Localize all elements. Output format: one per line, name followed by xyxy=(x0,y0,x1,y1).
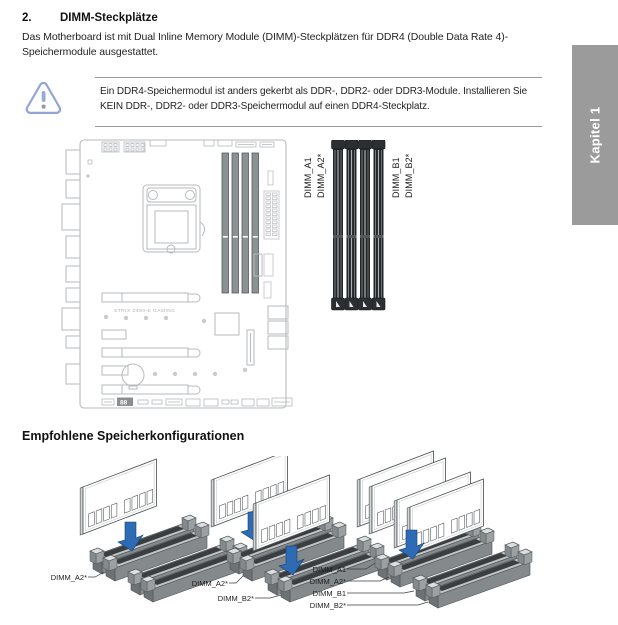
slot-label-dimm-a2: DIMM_A2* xyxy=(316,153,326,198)
debug-led-code: 88 xyxy=(120,399,128,407)
recommended-heading: Empfohlene Speicherkonfigurationen xyxy=(22,429,245,443)
chapter-tab-label: Kapitel 1 xyxy=(587,106,603,164)
slot-label-dimm-a1: DIMM_A1 xyxy=(303,157,313,198)
chapter-tab xyxy=(572,45,618,225)
leader-line xyxy=(347,602,428,605)
config3-label-b1: DIMM_B1 xyxy=(312,589,346,598)
section-title: DIMM-Steckplätze xyxy=(60,12,158,24)
memory-config-3 xyxy=(300,450,540,625)
warning-text: Ein DDR4-Speichermodul ist anders gekerbt als DDR-, DDR2- oder DDR3-Module. Installieren Sie KEIN DDR-, DDR2- oder DDR3-Speichermodul auf einen DDR4-Steckplatz. xyxy=(100,86,528,112)
warning-icon xyxy=(24,80,63,116)
leader-line xyxy=(229,576,243,583)
intro-paragraph: Das Motherboard ist mit Dual Inline Memory Module (DIMM)-Steckplätzen für DDR4 (Double Data Rate 4)-Speichermodule ausgestattet. xyxy=(22,31,509,58)
exclamation-bar xyxy=(42,91,46,102)
warning-rule-bottom xyxy=(95,126,542,127)
section-number: 2. xyxy=(22,12,32,24)
memory-module xyxy=(80,459,156,535)
config3-label-a1: DIMM_A1 xyxy=(312,565,346,574)
config3-label-b2: DIMM_B2* xyxy=(309,601,346,610)
leader-line xyxy=(347,563,375,569)
config2-label-a2: DIMM_A2* xyxy=(191,579,228,588)
leader-line xyxy=(255,595,281,598)
config3-scene xyxy=(357,451,532,608)
exclamation-dot xyxy=(42,105,46,109)
leader-line xyxy=(347,591,414,593)
slot-label-dimm-b2: DIMM_B2* xyxy=(404,153,414,198)
motherboard-diagram xyxy=(58,136,308,416)
config1-label-a2: DIMM_A2* xyxy=(50,573,87,582)
slot-label-dimm-b1: DIMM_B1 xyxy=(391,157,401,198)
board-name-label: STRIX Z490-E GAMING xyxy=(114,309,176,314)
dimm-slot-figures xyxy=(326,140,392,318)
rear-io-ports xyxy=(62,150,80,384)
config3-label-a2: DIMM_A2* xyxy=(309,577,346,586)
config2-label-b2: DIMM_B2* xyxy=(217,594,254,603)
dimm-slot-figure xyxy=(332,140,386,310)
warning-rule-top xyxy=(95,77,542,78)
